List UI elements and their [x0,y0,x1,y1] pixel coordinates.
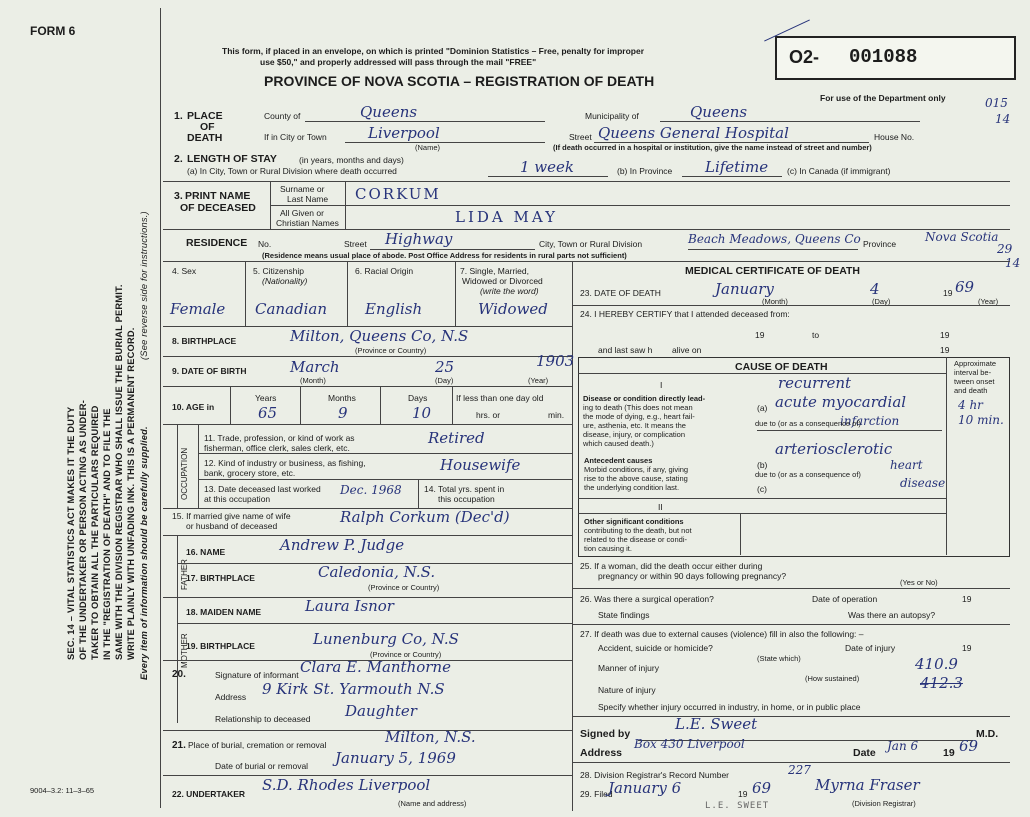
stay-num: 2. [174,153,183,165]
reg-prefix: O2- [789,47,820,67]
disease-1: Disease or condition directly lead- [583,394,706,403]
house-no-label: House No. [874,132,915,142]
registration-number-box [775,36,1016,80]
last-name-label: Last Name [287,194,329,204]
res-street-value[interactable]: Highway [385,230,453,248]
surname-label: Surname or [280,184,325,194]
burial-date-value[interactable]: January 5, 1969 [335,749,456,767]
birthplace-8-label: 8. BIRTHPLACE [172,336,237,346]
occ-12-b: bank, grocery store, etc. [204,468,296,478]
stay-a-label: (a) In City, Town or Rural Division where death occurred [187,166,397,176]
res-no-label: No. [258,239,272,249]
dob-year-label: (Year) [528,376,549,385]
res-city-label: City, Town or Rural Division [539,239,643,249]
interval-1-value[interactable]: 4 hr [958,398,983,412]
min-label: min. [548,410,565,420]
approx-3: tween onset [954,377,995,386]
street-label: Street [569,132,592,142]
due-to-2: due to (or as a consequence of) [755,470,861,479]
notice-line-1: This form, if placed in an envelope, on which is printed "Dominion Statistics – Free, penalty for improper [222,46,645,56]
last-saw-label: and last saw h [598,345,653,355]
other-3: related to the disease or condi- [584,535,687,544]
res-city-value[interactable]: Beach Meadows, Queens Co [688,232,861,246]
date-23-label: 23. DATE OF DEATH [580,288,661,298]
dob-month[interactable]: March [290,358,340,376]
cause-title: CAUSE OF DEATH [735,361,828,373]
certify-19-b: 19 [940,330,950,340]
days-label: Days [408,393,428,403]
occ-14-b: this occupation [438,494,495,504]
death-month-value[interactable]: January [715,280,774,298]
birthplace-value[interactable]: Milton, Queens Co, N.S [290,327,469,345]
cause-a-label: (a) [757,403,768,413]
side-text-6: WRITE PLAINLY WITH UNFADING INK. THIS IS A PERMANENT RECORD. [126,327,136,660]
racial-value[interactable]: English [365,300,423,318]
age-years-value[interactable]: 65 [258,404,278,422]
spouse-15-a: 15. If married give name of wife [172,511,291,521]
marital-label-1: 7. Single, Married, [460,266,529,276]
burial-place-value[interactable]: Milton, N.S. [385,728,476,746]
surgical-26: 26. Was there a surgical operation? [580,594,714,604]
municipality-label: Municipality of [585,111,639,121]
morbid-1: Morbid conditions, if any, giving [584,465,689,474]
op-19: 19 [962,594,972,604]
dept-code-3: 29 [997,242,1013,256]
num-21: 21. [172,740,186,751]
record-no-value[interactable]: 227 [788,763,811,777]
approx-2: interval be- [954,368,992,377]
less-day-label: If less than one day old [456,393,544,403]
morbid-3: the underlying condition last. [584,483,680,492]
record-28-label: 28. Division Registrar's Record Number [580,770,730,780]
md-address-label: Address [580,747,623,759]
code-manner-value[interactable]: 410.9 [915,655,958,673]
filed-29-label: 29. Filed [580,789,613,799]
interval-2-value[interactable]: 10 min. [958,413,1004,427]
citizenship-label: 5. Citizenship [253,266,305,276]
woman-25-b: pregnancy or within 90 days following pregnancy? [598,571,787,581]
cause-a1-value[interactable]: recurrent [778,374,852,392]
dept-code-1: 015 [985,96,1008,110]
informant-label: Signature of informant [215,670,299,680]
reg-number: 001088 [849,46,918,68]
residence-label: RESIDENCE [186,237,248,249]
res-street-label: Street [344,239,367,249]
relationship-label: Relationship to deceased [215,714,311,724]
of-label: OF [200,121,215,133]
undertaker-label: 22. UNDERTAKER [172,789,246,799]
christian-label: Christian Names [276,218,339,228]
mother-bp-value[interactable]: Lunenburg Co, N.S [313,630,459,648]
death-19: 19 [943,288,953,298]
disease-6: which caused death.) [583,439,654,448]
yes-no-label: (Yes or No) [900,578,938,587]
notice-line-2: use $50," and properly addressed will pass through the mail "FREE" [260,57,537,67]
roman-2: II [658,502,663,512]
occ-11-value[interactable]: Retired [428,429,485,447]
given-value[interactable]: LIDA MAY [455,208,558,226]
filed-19: 19 [738,789,748,799]
county-value[interactable]: Queens [360,103,418,121]
cause-b-label: (b) [757,460,768,470]
municipality-value[interactable]: Queens [690,103,748,121]
dob-label: 9. DATE OF BIRTH [172,366,247,376]
md-label: M.D. [976,728,999,740]
death-year-value[interactable]: 69 [955,278,975,296]
last-saw-19: 19 [940,345,950,355]
md-19: 19 [943,747,955,759]
burial-place-label: Place of burial, cremation or removal [188,740,327,750]
res-note: (Residence means usual place of abode. Post Office Address for residents in rural parts not sufficient) [262,251,627,260]
occ-13-a: 13. Date deceased last worked [204,484,321,494]
certify-19-a: 19 [755,330,765,340]
marital-value[interactable]: Widowed [478,300,548,318]
age-days-value[interactable]: 10 [412,404,432,422]
div-reg-label: (Division Registrar) [852,799,916,808]
stamp-value: L.E. SWEET [705,801,770,811]
occ-12-a: 12. Kind of industry or business, as fishing, [204,458,366,468]
roman-1: I [660,380,663,390]
marital-label-3: (write the word) [480,286,539,296]
spouse-15-b: or husband of deceased [186,521,278,531]
violence-27: 27. If death was due to external causes (violence) fill in also the following: – [580,629,864,639]
specify-label: Specify whether injury occurred in industry, in home, or in public place [598,702,861,712]
occ-11-a: 11. Trade, profession, or kind of work as [204,433,355,443]
place-label: PLACE [187,110,223,122]
left-margin-line [160,8,161,808]
dob-year[interactable]: 1903 [536,352,575,370]
md-date-label: Date [853,747,876,759]
citizenship-value[interactable]: Canadian [255,300,328,318]
death-day-label: (Day) [872,297,891,306]
address-20-label: Address [215,692,247,702]
other-1: Other significant conditions [584,517,684,526]
side-text-7: Every item of information should be carefully supplied. [139,426,149,680]
months-label: Months [328,393,356,403]
hrs-label: hrs. or [476,410,501,420]
approx-4: and death [954,386,988,395]
age-label: 10. AGE in [172,402,215,412]
birthplace-17-label: 17. BIRTHPLACE [186,573,255,583]
res-province-label: Province [863,239,897,249]
print-code: 9004–3.2: 11–3–65 [30,786,95,795]
morbid-2: rise to the above cause, stating [584,474,688,483]
filed-year-value[interactable]: 69 [752,779,772,797]
spouse-value[interactable]: Ralph Corkum (Dec'd) [340,508,510,526]
stay-a-value[interactable]: 1 week [520,158,574,176]
relationship-value[interactable]: Daughter [345,702,417,720]
undertaker-note: (Name and address) [398,799,467,808]
undertaker-value[interactable]: S.D. Rhodes Liverpool [262,776,431,794]
side-text-4: IN THE "REGISTRATION OF DEATH" AND TO FILE THE [102,408,112,660]
occ-11-b: fisherman, office clerk, sales clerk, etc. [204,443,350,453]
if-city-label: If in City or Town [264,132,327,142]
nationality-label: (Nationality) [262,276,308,286]
surname-value[interactable]: CORKUM [355,185,441,203]
informant-value[interactable]: Clara E. Manthorne [300,658,451,676]
signed-by-label: Signed by [580,728,631,740]
place-num: 1. [174,110,183,122]
nature-label: Nature of injury [598,685,656,695]
father-label: FATHER [180,559,189,590]
occ-14-a: 14. Total yrs. spent in [424,484,505,494]
side-text-2: OF THE UNDERTAKER OR PERSON ACTING AS UNDER- [78,400,88,660]
print-num: 3. [174,190,183,202]
date-op-label: Date of operation [812,594,878,604]
num-20: 20. [172,669,186,680]
cause-b1-value[interactable]: arteriosclerotic [775,440,893,458]
woman-25-a: 25. If a woman, did the death occur either during [580,561,763,571]
maiden-18-label: 18. MAIDEN NAME [186,607,262,617]
reverse-note: (See reverse side for instructions.) [139,211,149,360]
years-label: Years [255,393,277,403]
other-4: tion causing it. [584,544,632,553]
print-name-label: PRINT NAME [185,190,251,202]
racial-label: 6. Racial Origin [355,266,414,276]
side-text-1: SEC. 14 – VITAL STATISTICS ACT MAKES IT THE DUTY [66,406,76,660]
father-bp-value[interactable]: Caledonia, N.S. [318,563,436,581]
prov-country-17: (Province or Country) [368,583,440,592]
side-text-3: TAKER TO OBTAIN ALL THE PARTICULARS REQUIRED [90,405,100,660]
signed-by-value[interactable]: L.E. Sweet [675,715,758,733]
medical-title: MEDICAL CERTIFICATE OF DEATH [685,265,860,277]
dob-day-label: (Day) [435,376,454,385]
hospital-note: (If death occurred in a hospital or institution, give the name instead of street and number) [553,143,872,152]
alive-on-label: alive on [672,345,702,355]
occ-12-value[interactable]: Housewife [440,456,521,474]
dob-month-label: (Month) [300,376,326,385]
informant-addr-value[interactable]: 9 Kirk St. Yarmouth N.S [262,680,445,698]
date-injury-label: Date of injury [845,643,896,653]
cause-b2-value[interactable]: heart [890,458,923,472]
stay-b-value[interactable]: Lifetime [705,158,769,176]
stay-b-label: (b) In Province [617,166,673,176]
md-address-value[interactable]: Box 430 Liverpool [634,737,745,751]
sex-label: 4. Sex [172,266,197,276]
name-16-label: 16. NAME [186,547,226,557]
dept-label: For use of the Department only [820,93,946,103]
sex-value[interactable]: Female [170,300,226,318]
occ-13-b: at this occupation [204,494,271,504]
death-year-label: (Year) [978,297,999,306]
code-nature-value[interactable]: 412.3 [920,674,963,692]
registrar-value[interactable]: Myrna Fraser [815,776,920,794]
form-label: FORM 6 [30,24,76,38]
disease-2: ing to death (This does not mean [583,403,693,412]
dept-code-4: 14 [1005,256,1021,270]
prov-country-8: (Province or Country) [355,346,427,355]
accident-label: Accident, suicide or homicide? [598,643,713,653]
age-months-value[interactable]: 9 [338,404,348,422]
of-deceased-label: OF DECEASED [180,202,256,214]
cause-c-label: (c) [757,484,767,494]
approx-1: Approximate [954,359,997,368]
death-day-value[interactable]: 4 [870,280,880,298]
side-text-5: SAME WITH THE DIVISION REGISTRAR WHO SHALL ISSUE THE BURIAL PERMIT. [114,284,124,660]
how-sustained-label: (How sustained) [805,674,860,683]
stay-note: (in years, months and days) [299,155,404,165]
state-which-label: (State which) [757,654,801,663]
other-2: contributing to the death, but not [584,526,692,535]
death-month-label: (Month) [762,297,788,306]
given-label: All Given or [280,208,324,218]
death-label: DEATH [187,132,223,144]
mother-maiden-value[interactable]: Laura Isnor [305,597,394,615]
res-province-value[interactable]: Nova Scotia [925,230,999,244]
dob-day[interactable]: 25 [435,358,455,376]
state-findings-label: State findings [598,610,650,620]
city-value[interactable]: Liverpool [368,124,440,142]
father-name-value[interactable]: Andrew P. Judge [280,536,405,554]
due-to-1: due to (or as a consequence of) [755,419,861,428]
dept-code-2: 14 [995,112,1011,126]
stay-c-label: (c) In Canada (if immigrant) [787,166,891,176]
md-date-value[interactable]: Jan 6 [887,739,919,753]
prov-country-19: (Province or Country) [370,650,442,659]
burial-date-label: Date of burial or removal [215,761,309,771]
name-note: (Name) [415,143,441,152]
disease-4: ure, asthenia, etc. It means the [583,421,686,430]
birthplace-19-label: 19. BIRTHPLACE [186,641,255,651]
autopsy-label: Was there an autopsy? [848,610,936,620]
street-value[interactable]: Queens General Hospital [598,124,789,142]
md-year-value[interactable]: 69 [959,737,979,755]
stay-label: LENGTH OF STAY [187,153,277,165]
disease-5: disease, injury, or complication [583,430,685,439]
certify-to: to [812,330,820,340]
disease-3: the mode of dying, e.g., heart fail- [583,412,695,421]
occupation-label: OCCUPATION [180,447,189,500]
injury-19: 19 [962,643,972,653]
form-title: PROVINCE OF NOVA SCOTIA – REGISTRATION OF DEATH [264,73,655,89]
occ-13-value[interactable]: Dec. 1968 [340,483,402,497]
cause-b3-value[interactable]: disease [900,476,946,490]
antecedent-label: Antecedent causes [584,456,653,465]
marital-label-2: Widowed or Divorced [462,276,543,286]
filed-date-value[interactable]: January 6 [608,779,682,797]
cause-a3-value[interactable]: infarction [840,414,900,428]
certify-24-label: 24. I HEREBY CERTIFY that I attended deceased from: [580,309,790,319]
manner-label: Manner of injury [598,663,659,673]
county-label: County of [264,111,301,121]
cause-a2-value[interactable]: acute myocardial [775,393,907,411]
mother-label: MOTHER [180,633,189,668]
